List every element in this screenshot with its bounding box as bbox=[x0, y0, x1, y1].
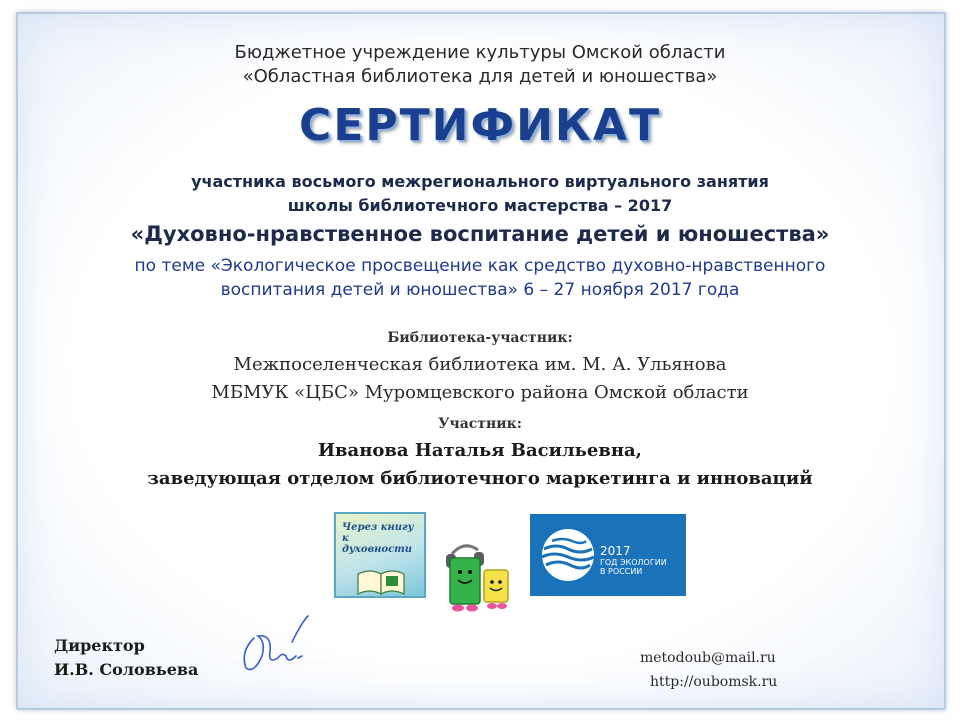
library-name-line-1: Межпоселенческая библиотека им. М. А. Ульянова bbox=[233, 354, 727, 375]
signatory-name: И.В. Соловьева bbox=[54, 660, 199, 679]
library-label: Библиотека-участник: bbox=[387, 330, 573, 346]
ecology-year: 2017 bbox=[600, 544, 631, 558]
participant-name: Иванова Наталья Васильевна, bbox=[318, 440, 642, 461]
book-logo bbox=[334, 512, 426, 598]
organization-line-1: Бюджетное учреждение культуры Омской области bbox=[234, 42, 726, 63]
ecology-year-logo bbox=[530, 514, 686, 596]
open-book-icon bbox=[356, 566, 406, 596]
signatory-block bbox=[54, 634, 198, 682]
ecology-line-1: ГОД ЭКОЛОГИИ bbox=[600, 558, 667, 567]
library-name-line-2: МБМУК «ЦБС» Муромцевского района Омской области bbox=[211, 382, 749, 403]
contact-email[interactable]: metodoub@mail.ru bbox=[640, 650, 776, 666]
ecology-line-2: В РОССИИ bbox=[600, 567, 643, 576]
subtitle-line-2: школы библиотечного мастерства – 2017 bbox=[287, 196, 673, 215]
contacts-block bbox=[640, 646, 777, 694]
handwritten-signature bbox=[232, 612, 322, 682]
book-mascot-icon bbox=[438, 540, 518, 614]
contact-website[interactable]: http://oubomsk.ru bbox=[650, 674, 778, 690]
ecology-logo-text bbox=[600, 544, 667, 576]
theme-line-2: воспитания детей и юношества» 6 – 27 ноября 2017 года bbox=[220, 280, 740, 300]
subtitle-line-1: участника восьмого межрегионального виртуального занятия bbox=[191, 172, 769, 191]
book-logo-title: Через книгу к духовности bbox=[342, 522, 414, 555]
organization-line-2: «Областная библиотека для детей и юношества» bbox=[242, 66, 718, 87]
globe-icon bbox=[538, 525, 598, 585]
signatory-title: Директор bbox=[54, 636, 145, 655]
participant-label: Участник: bbox=[438, 416, 522, 432]
certificate-title: СЕРТИФИКАТ bbox=[299, 100, 661, 151]
theme-line-1: по теме «Экологическое просвещение как средство духовно-нравственного bbox=[134, 256, 826, 276]
event-name: «Духовно-нравственное воспитание детей и юношества» bbox=[130, 222, 830, 246]
participant-position: заведующая отделом библиотечного маркетинга и инноваций bbox=[147, 468, 813, 489]
